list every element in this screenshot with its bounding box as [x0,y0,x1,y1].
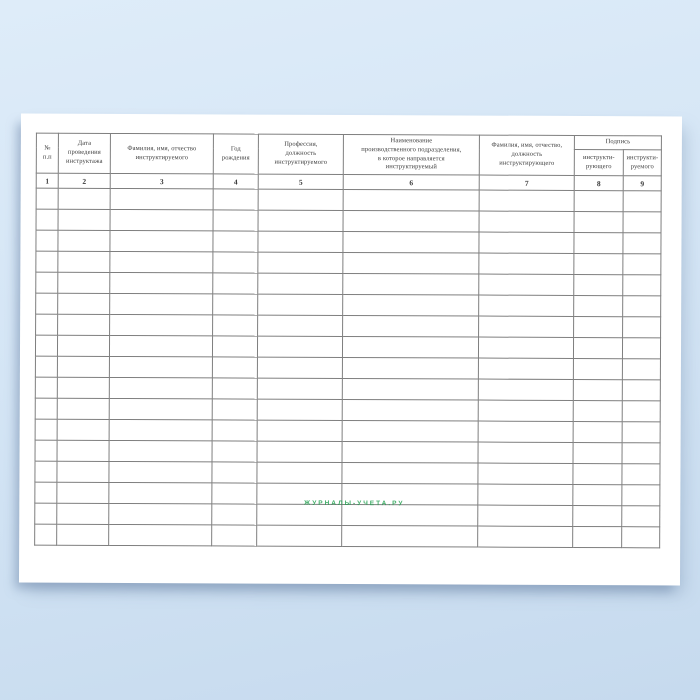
empty-cell [109,335,212,356]
empty-cell [478,484,573,505]
table-row [35,377,660,401]
empty-cell [573,505,622,526]
empty-cell [343,231,479,253]
col-header-signature-instructee: инструкти- руемого [623,150,661,176]
table-row [35,524,660,548]
table-row [36,293,661,317]
empty-cell [110,230,213,251]
table-row [36,272,661,296]
empty-cell [212,462,257,483]
empty-cell [622,443,660,464]
empty-cell [110,314,213,335]
empty-cell [35,440,57,461]
empty-cell [57,377,109,398]
empty-cell [574,253,623,274]
empty-cell [58,251,110,272]
empty-cell [622,527,660,548]
empty-cell [623,296,661,317]
col-header-profession: Профессия, должность инструктируемого [258,134,343,174]
empty-cell [212,420,257,441]
empty-cell [342,525,478,547]
empty-cell [109,503,212,524]
empty-cell [478,337,573,358]
col-header-department: Наименование производственного подразделения, в которое направляется инструктируемый [343,134,479,175]
empty-cell [57,419,109,440]
table-row [36,209,661,233]
empty-cell [213,189,258,210]
empty-cell [109,356,212,377]
empty-cell [57,398,109,419]
empty-cell [343,189,479,211]
empty-cell [342,399,478,421]
empty-cell [35,461,57,482]
document-sheet [19,114,682,586]
column-number: 9 [623,176,661,191]
empty-cell [109,377,212,398]
empty-cell [57,335,109,356]
empty-cell [622,464,660,485]
instruction-log-table [34,133,662,549]
empty-cell [35,503,57,524]
empty-cell [109,440,212,461]
col-header-birth-year: Год рождения [213,134,258,174]
empty-cell [258,210,343,231]
empty-cell [479,190,574,211]
empty-cell [58,188,110,209]
empty-cell [213,210,258,231]
empty-cell [574,190,623,211]
empty-cell [573,379,622,400]
table-row [36,251,661,275]
empty-cell [622,422,660,443]
empty-cell [622,485,660,506]
empty-cell [622,338,660,359]
empty-cell [343,210,479,232]
col-header-number: № п.п [36,133,58,173]
column-number: 4 [213,174,258,189]
empty-cell [36,230,58,251]
empty-cell [109,524,212,545]
empty-cell [212,525,257,546]
column-number: 5 [258,174,343,189]
table-row [36,230,661,254]
empty-cell [478,463,573,484]
empty-cell [57,461,109,482]
empty-cell [574,316,623,337]
header-row [36,133,661,150]
empty-cell [35,419,57,440]
empty-cell [478,421,573,442]
empty-cell [212,357,257,378]
empty-cell [58,272,110,293]
empty-cell [257,357,342,378]
empty-cell [479,232,574,253]
site-watermark: ЖУРНАЛЫ-УЧЕТА.РУ [304,499,405,508]
empty-cell [574,232,623,253]
column-number: 6 [343,174,479,190]
empty-cell [258,252,343,273]
empty-cell [258,189,343,210]
empty-cell [574,295,623,316]
empty-cell [478,526,573,547]
empty-cell [257,420,342,441]
empty-cell [213,252,258,273]
empty-cell [258,273,343,294]
empty-cell [573,463,622,484]
empty-cell [213,315,258,336]
empty-cell [36,314,58,335]
empty-cell [479,211,574,232]
empty-cell [58,209,110,230]
table-row [35,461,660,485]
empty-cell [623,254,661,275]
empty-cell [58,314,110,335]
empty-cell [479,316,574,337]
empty-cell [35,335,57,356]
empty-cell [622,380,660,401]
empty-cell [109,461,212,482]
empty-cell [342,504,478,526]
empty-cell [257,504,342,525]
empty-cell [35,356,57,377]
empty-cell [479,274,574,295]
empty-cell [478,358,573,379]
empty-cell [342,378,478,400]
empty-cell [110,251,213,272]
empty-cell [622,506,660,527]
empty-cell [57,482,109,503]
table-row [35,398,660,422]
empty-cell [212,399,257,420]
empty-cell [573,358,622,379]
empty-cell [343,315,479,337]
col-header-instructee-name: Фамилия, имя, отчество инструктируемого [110,133,213,173]
empty-cell [213,294,258,315]
empty-cell [622,359,660,380]
empty-cell [57,503,109,524]
empty-cell [622,401,660,422]
table-row [36,188,661,212]
empty-cell [479,253,574,274]
table-row [35,335,660,359]
empty-cell [36,188,58,209]
empty-cell [342,462,478,484]
empty-cell [573,400,622,421]
empty-cell [479,295,574,316]
empty-cell [623,275,661,296]
empty-cell [36,272,58,293]
col-header-date: Дата проведения инструктажа [58,133,110,173]
empty-cell [573,526,622,547]
empty-cell [110,293,213,314]
empty-cell [258,231,343,252]
empty-cell [36,209,58,230]
empty-cell [58,230,110,251]
empty-cell [478,505,573,526]
empty-cell [342,441,478,463]
empty-cell [36,251,58,272]
empty-cell [58,293,110,314]
empty-cell [258,294,343,315]
empty-cell [478,379,573,400]
table-row [35,356,660,380]
empty-cell [623,212,661,233]
empty-cell [57,524,109,545]
empty-cell [212,441,257,462]
empty-cell [574,211,623,232]
empty-cell [110,188,213,209]
empty-cell [478,400,573,421]
empty-cell [343,294,479,316]
empty-cell [109,419,212,440]
table-body [35,188,662,548]
empty-cell [35,482,57,503]
empty-cell [57,356,109,377]
empty-cell [343,252,479,274]
empty-cell [212,378,257,399]
empty-cell [110,272,213,293]
empty-cell [257,378,342,399]
empty-cell [110,209,213,230]
empty-cell [109,398,212,419]
empty-cell [342,357,478,379]
empty-cell [257,399,342,420]
table-row [35,419,660,443]
table-row [36,314,661,338]
empty-cell [35,377,57,398]
empty-cell [623,233,661,254]
empty-cell [212,483,257,504]
table-row [35,440,660,464]
empty-cell [257,441,342,462]
empty-cell [109,482,212,503]
column-number: 1 [36,173,58,188]
empty-cell [257,336,342,357]
col-header-instructor-name: Фамилия, имя, отчество, должность инструктирующего [479,135,574,175]
empty-cell [574,274,623,295]
empty-cell [623,317,661,338]
empty-cell [257,525,342,546]
empty-cell [212,504,257,525]
empty-cell [623,191,661,212]
empty-cell [342,420,478,442]
empty-cell [573,337,622,358]
empty-cell [573,442,622,463]
empty-cell [573,421,622,442]
empty-cell [35,398,57,419]
empty-cell [342,336,478,358]
col-header-signature-instructor: инструкти- рующего [574,149,623,175]
empty-cell [212,336,257,357]
column-number: 3 [110,173,213,188]
column-number: 2 [58,173,110,188]
col-header-signature-group: Подпись [574,135,661,149]
column-number: 7 [479,175,574,190]
empty-cell [343,273,479,295]
empty-cell [36,293,58,314]
column-number: 8 [574,175,623,190]
empty-cell [213,231,258,252]
empty-cell [573,484,622,505]
empty-cell [57,440,109,461]
empty-cell [35,524,57,545]
empty-cell [257,462,342,483]
empty-cell [478,442,573,463]
empty-cell [213,273,258,294]
empty-cell [258,315,343,336]
